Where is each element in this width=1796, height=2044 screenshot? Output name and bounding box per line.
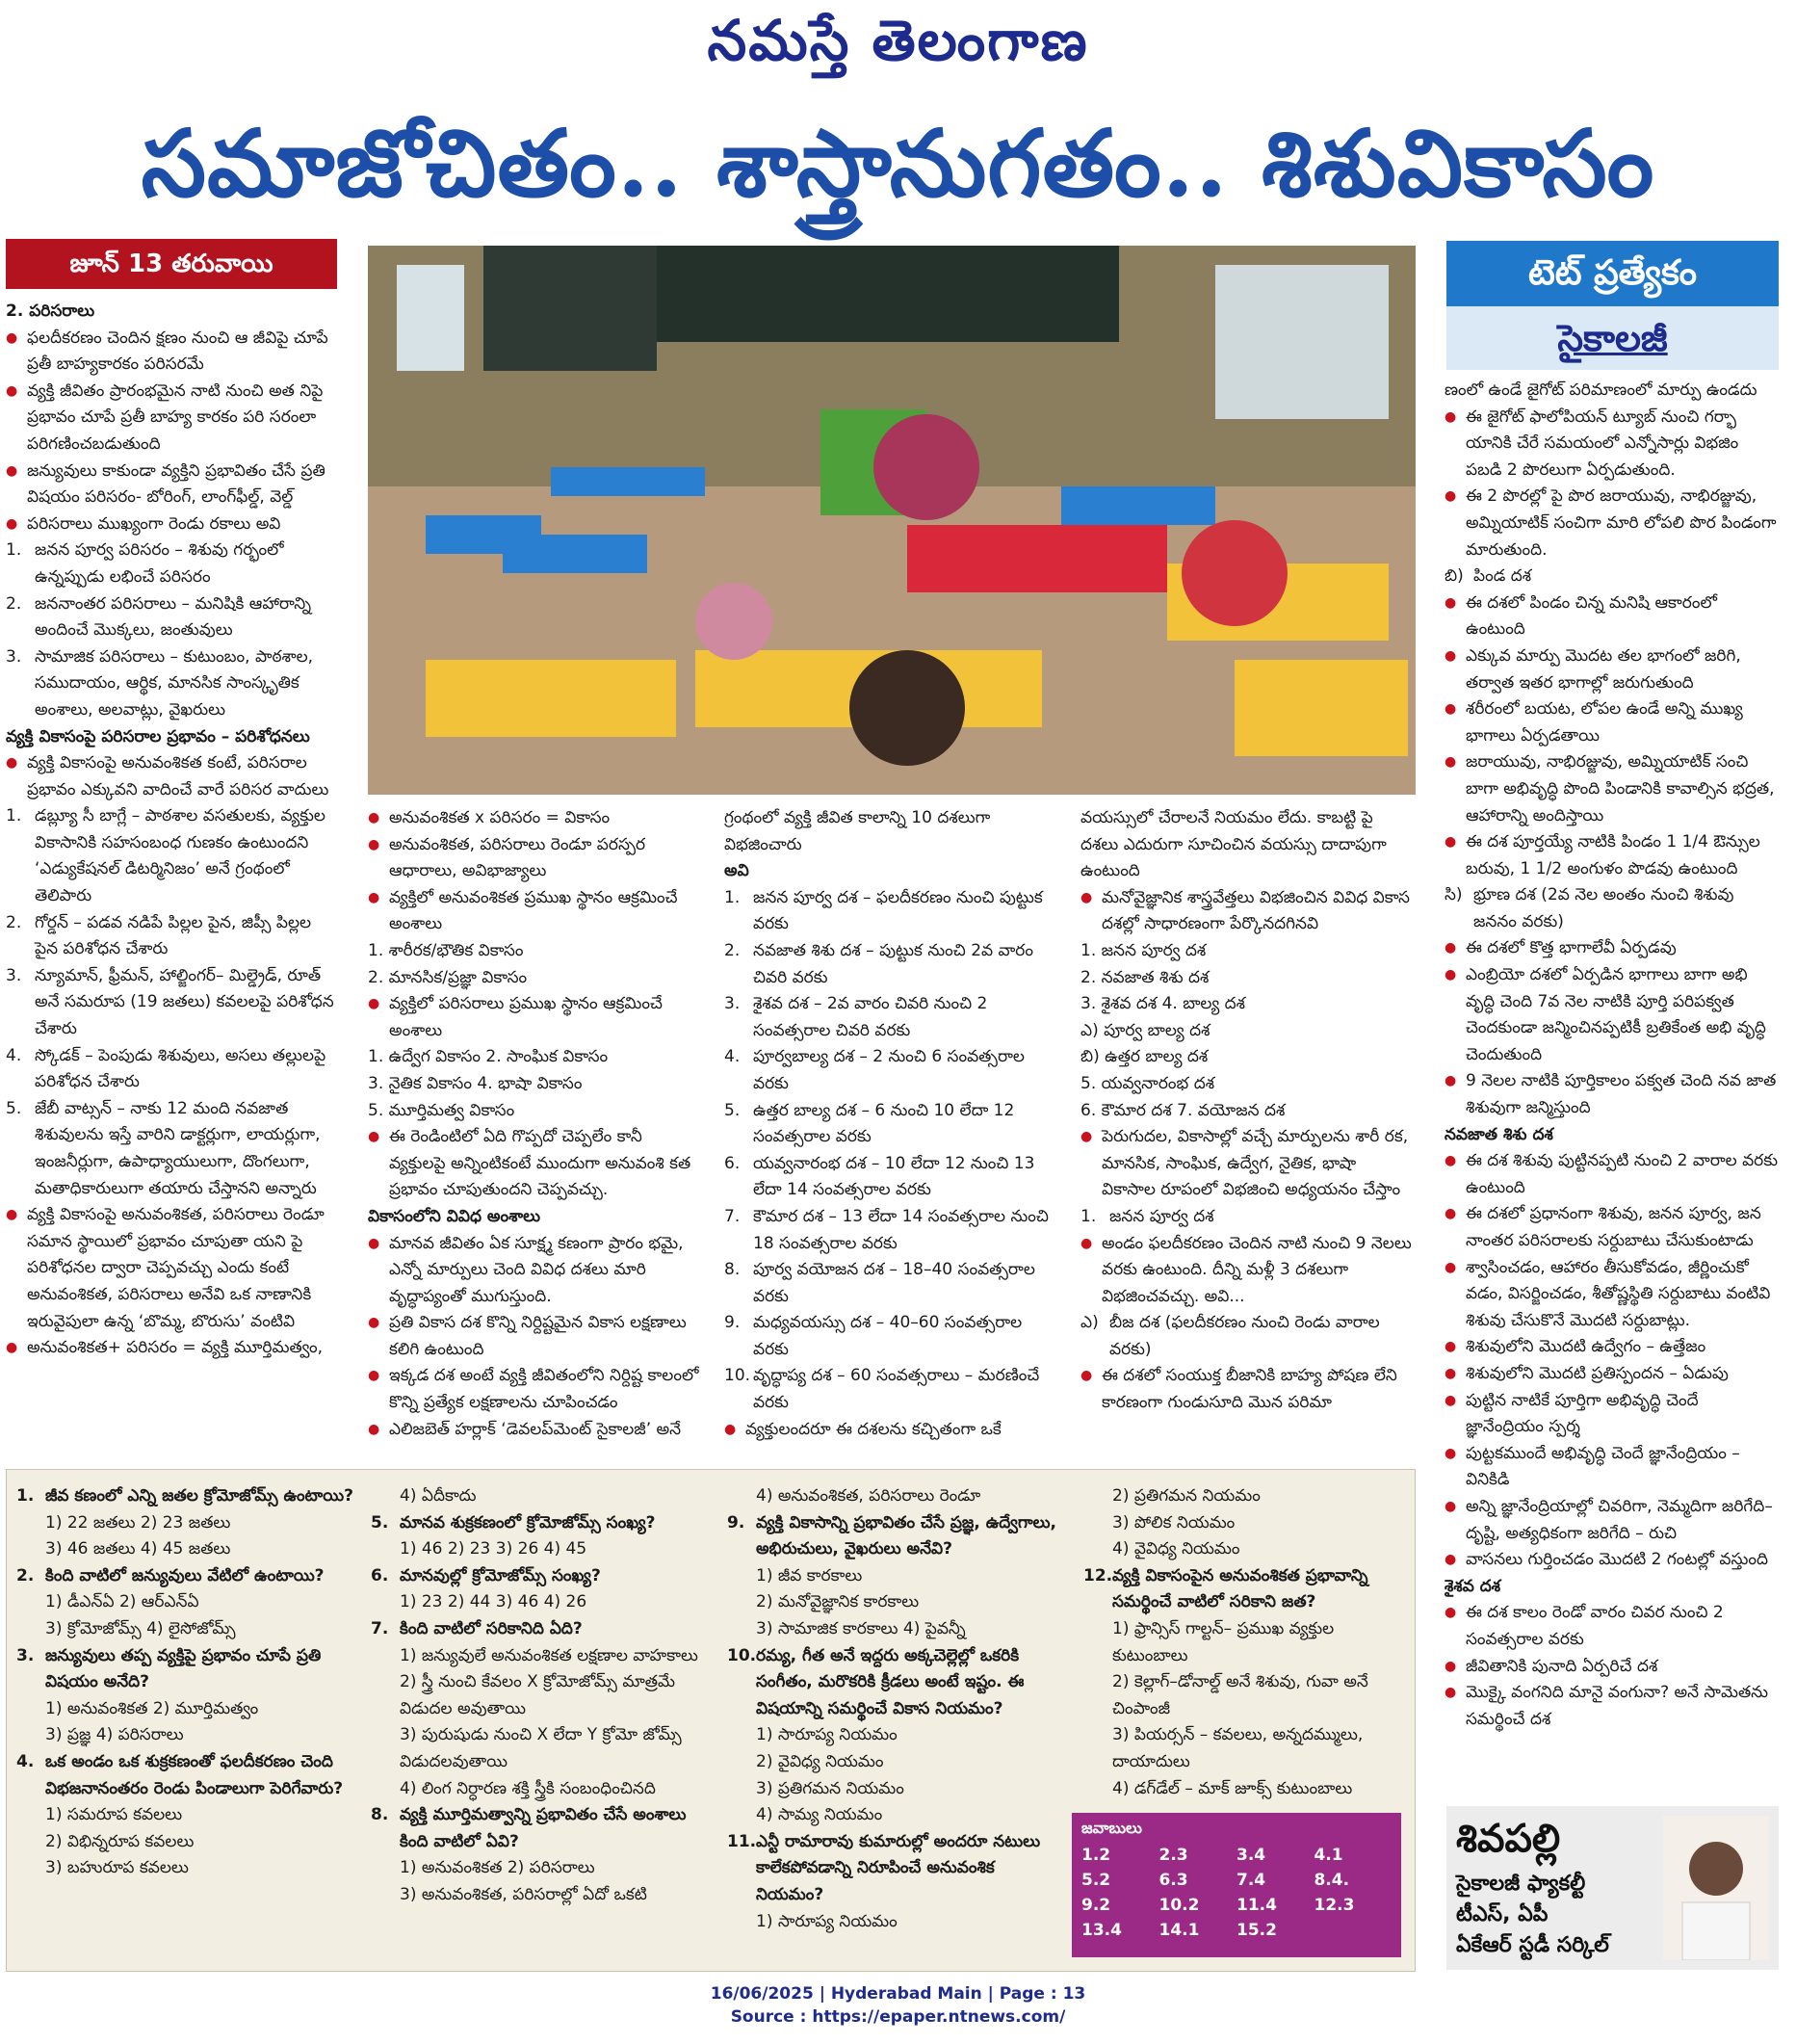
item-text: పూర్వబాల్య దశ – 2 నుంచి 6 సంవత్సరాల వరకు — [753, 1047, 1025, 1093]
bullet-item: ● జీవితానికి పునాది ఏర్పరిచే దశ — [1445, 1654, 1779, 1681]
question-text: వ్యక్తి వికాసాన్ని ప్రభావితం చేసే ప్రజ్ఞ, ఉద్వేగాలు, అభిరుచులు, వైఖరులు అనేవి? — [756, 1512, 1057, 1559]
column-1 — [6, 299, 337, 1362]
question-text: కింది వాటిలో సరికానిది ఏది? — [400, 1618, 583, 1638]
answer-item: 3.4 — [1236, 1846, 1266, 1865]
answer-item: 14.1 — [1158, 1921, 1200, 1940]
classroom-illustration — [368, 246, 1416, 795]
subheading: వికాసంలోని వివిధ అంశాలు — [368, 1206, 541, 1226]
quiz-option: 2) స్త్రీ నుంచి కేవలం X క్రోమోజోమ్స్ మాత్రమే విడుదల అవుతాయి — [400, 1672, 676, 1718]
quiz-option: 1) అనువంశికత 2) పరిసరాలు — [400, 1858, 595, 1878]
question-text: కింది వాటిలో జన్యువులు వేటిలో ఉంటాయి? — [45, 1565, 325, 1585]
quiz-option: 3) ప్రతిగమన నియమం — [756, 1778, 904, 1798]
item-number: 1. — [724, 887, 741, 907]
quiz-option: 2) వైవిధ్య నియమం — [756, 1751, 884, 1771]
quiz-option: 4) సామ్య నియమం — [756, 1805, 883, 1825]
bullet-item: ● ప్రతి వికాస దశ కొన్ని నిర్దిష్టమైన వికాస లక్షణాలు కలిగి ఉంటుంది — [368, 1310, 700, 1363]
bullet-item: ● వ్యక్తిలో అనువంశికత ప్రముఖ స్థానం ఆక్రమించే అంశాలు — [368, 885, 700, 938]
text-line: 1. శారీరక/భౌతిక వికాసం — [368, 940, 524, 960]
quiz-option: 1) సారూప్య నియమం — [756, 1911, 898, 1931]
question-text: మానవుల్లో క్రోమోజోమ్స్ సంఖ్య? — [400, 1565, 601, 1585]
item-number: 7. — [724, 1206, 741, 1226]
answer-item: 10.2 — [1158, 1896, 1200, 1915]
quiz-question — [371, 1616, 710, 1643]
text-line: ఎ) పూర్వ బాల్య దశ — [1080, 1020, 1210, 1040]
bullet-item: ● 9 నెలల నాటికి పూర్తికాలం పక్వత చెంది నవ జాత శిశువుగా జన్మిస్తుంది — [1445, 1068, 1779, 1121]
numbered-item — [1080, 1204, 1413, 1231]
column-4 — [1080, 805, 1413, 1417]
item-text: జేబీ వాట్సన్ – నాకు 12 మంది నవజాత శిశువులను ఇస్తే వారిని డాక్టర్లుగా, లాయర్లుగా, ఇంజనీర్లుగా, ఉపాధ్యాయులుగా, దొంగలుగా, మతాధికారులుగా తయారు చేస్తానని అన్నారు — [35, 1098, 321, 1198]
bullet-item: ● శరీరంలో బయట, లోపల ఉండే అన్ని ముఖ్య భాగాలు ఏర్పడతాయి — [1445, 696, 1779, 749]
item-number: సి) — [1445, 885, 1463, 905]
text-line: 5. మూర్తిమత్వ వికాసం — [368, 1100, 515, 1120]
bullet-item: ● జరాయువు, నాభిరజ్జువు, అమ్నియాటిక్ సంచి బాగా అభివృద్ధి పొంది పిండానికి కావాల్సిన భద్రత, ఆహారాన్ని అందిస్తాయి — [1445, 749, 1779, 829]
psychology-box: సైకాలజీ — [1446, 306, 1779, 370]
bullet-item: ● ఈ దశలో ప్రధానంగా శిశువు, జనన పూర్వ, జన నాంతర పరిసరాలకు సర్దుబాటు చేసుకుంటాడు — [1445, 1201, 1779, 1254]
bullet-item: ● ఈ దశ శిశువు పుట్టినప్పటి నుంచి 2 వారాల వరకు ఉంటుంది — [1445, 1148, 1779, 1201]
question-text: ఎన్టీ రామారావు కుమారుల్లో అందరూ నటులు కాలేకపోవడాన్ని నిరూపించే అనువంశిక నియమం? — [756, 1831, 1041, 1904]
item-number: ఎ) — [1080, 1313, 1099, 1333]
text-line: 2. మానసిక/ప్రజ్ఞా వికాసం — [368, 967, 528, 987]
author-photo — [1663, 1816, 1769, 1960]
item-text: జనన పూర్వ దశ – ఫలదీకరణం నుంచి పుట్టుక వరకు — [753, 887, 1043, 934]
subheading: వ్యక్తి వికాసంపై పరిసరాల ప్రభావం – పరిశోధనలు — [6, 726, 310, 747]
item-number: 5. — [6, 1098, 22, 1118]
text-line: 5. యవ్వనారంభ దశ — [1080, 1073, 1215, 1093]
quiz-option: 1) జీవ కారకాలు — [756, 1565, 863, 1585]
quiz-option: 1) సారూప్య నియమం — [756, 1725, 898, 1745]
bullet-item: ● వ్యక్తి జీవితం ప్రారంభమైన నాటి నుంచి అత నిపై ప్రభావం చూపే ప్రతీ బాహ్య కారకం పరి సరంలా పరిగణించబడుతుంది — [6, 379, 337, 459]
bullet-item: ● ఈ 2 పొరల్లో పై పొర జరాయువు, నాభిరజ్జువు, అమ్నియాటిక్ సంచిగా మారి లోపలి పొర పిండంగా మారుతుంది. — [1445, 484, 1779, 563]
question-number: 5. — [371, 1512, 389, 1533]
answer-item: 7.4 — [1236, 1871, 1266, 1890]
item-text: సామాజిక పరిసరాలు – కుటుంబం, పాఠశాల, సముదాయం, ఆర్థిక, మానసిక సాంస్కృతిక అంశాలు, అలవాట్లు, వైఖరులు — [35, 646, 314, 720]
bullet-item: ● ఈ దశ పూర్తయ్యే నాటికి పిండం 1 1/4 ఔన్సుల బరువు, 1 1/2 అంగుళం పొడవు ఉంటుంది — [1445, 829, 1779, 882]
bullet-item: ● ఫలదీకరణం చెందిన క్షణం నుంచి ఆ జీవిపై చూపే ప్రతీ బాహ్యకారకం పరిసరమే — [6, 326, 337, 379]
bullet-item: ● ఎక్కువ మార్పు మొదట తల భాగంలో జరిగి, తర్వాత ఇతర భాగాల్లో జరుగుతుంది — [1445, 643, 1779, 696]
quiz-question — [371, 1563, 710, 1590]
bullet-item: ● పుట్టకముందే అభివృద్ధి చెందే జ్ఞానేంద్రియం – వినికిడి — [1445, 1441, 1779, 1494]
bullet-item: ● ఎలిజబెత్ హర్లాక్ ‘డెవలప్‌మెంట్ సైకాలజీ’ అనే — [368, 1417, 700, 1444]
bullet-item: ● ఈ దశ కాలం రెండో వారం చివర నుంచి 2 సంవత్సరాల వరకు — [1445, 1600, 1779, 1653]
author-portrait-icon — [1663, 1816, 1769, 1960]
bullet-item: ● అనువంశికత x పరిసరం = వికాసం — [368, 805, 700, 832]
quiz-option: 4) డగ్‌డేల్ – మాక్ జూక్స్ కుటుంబాలు — [1112, 1778, 1353, 1798]
bullet-item: ● మొక్కై వంగనిది మానై వంగునా? అనే సామెతను సమర్థించే దశ — [1445, 1680, 1779, 1733]
quiz-option: 4) వైవిధ్య నియమం — [1112, 1539, 1240, 1559]
item-number: 9. — [724, 1313, 741, 1333]
quiz-option: 1) 46 2) 23 3) 26 4) 45 — [400, 1539, 587, 1559]
item-text: పిండ దశ — [1473, 566, 1532, 587]
item-text: వృద్ధాప్య దశ – 60 సంవత్సరాలు – మరణించే వరకు — [753, 1366, 1040, 1413]
bullet-item: ● ఈ దశలో కొత్త భాగాలేవీ ఏర్పడవు — [1445, 935, 1779, 962]
numbered-item — [724, 938, 1056, 991]
text-line: 6. కౌమార దశ 7. వయోజన దశ — [1080, 1100, 1286, 1120]
quiz-question — [16, 1563, 355, 1590]
bullet-item: ● మానవ జీవితం ఏక సూక్ష్మ కణంగా ప్రారం భమై, ఎన్నో మార్పులు చెంది వివిధ దశలు మారి వృద్ధాప్యంతో ముగుస్తుంది. — [368, 1231, 700, 1311]
item-text: బీజ దశ (ఫలదీకరణం నుంచి రెండు వారాల వరకు) — [1109, 1313, 1380, 1359]
author-region: టీఎస్, ఏపీ — [1456, 1902, 1549, 1926]
bullet-item: ● పుట్టిన నాటికే పూర్తిగా అభివృద్ధి చెందే జ్ఞానేంద్రియం స్పర్శ — [1445, 1388, 1779, 1441]
item-number: 1. — [6, 540, 22, 561]
question-text: వ్యక్తి మూర్తిమత్వాన్ని ప్రభావితం చేసే అంశాలు కింది వాటిలో ఏవి? — [400, 1805, 687, 1851]
text-line: 1. ఉద్వేగ వికాసం 2. సాంఘిక వికాసం — [368, 1047, 609, 1067]
question-number: 9. — [727, 1512, 745, 1533]
masthead-logo: నమస్తే తెలంగాణ — [707, 8, 1089, 73]
item-text: కౌమార దశ – 13 లేదా 14 సంవత్సరాల నుంచి 18 సంవత్సరాల వరకు — [753, 1206, 1049, 1253]
quiz-column-1 — [16, 1483, 355, 1882]
question-number: 8. — [371, 1805, 389, 1825]
quiz-option: 3) బహురూప కవలలు — [45, 1858, 189, 1878]
quiz-option: 1) జన్యువులే అనువంశికత లక్షణాల వాహకాలు — [400, 1645, 698, 1665]
question-text: జీవ కణంలో ఎన్ని జతల క్రోమోజోమ్స్ ఉంటాయి? — [45, 1486, 353, 1506]
bullet-item: ● ఎంబ్రియో దశలో ఏర్పడిన భాగాలు బాగా అభి వృద్ధి చెంది 7వ నెల నాటికి పూర్తి పరిపక్వత చెందకుండా జన్మించినప్పటికీ బ్రతికేంత అభి వృద్ధి చెందుతుంది — [1445, 962, 1779, 1068]
item-number: 6. — [724, 1153, 741, 1173]
item-text: డబ్ల్యూ సీ బాగ్లే – పాఠశాల వసతులకు, వ్యక్తుల వికాసానికి సహసంబంధ గుణకం ఉంటుందని ‘ఎడ్యుకేషనల్ డిటర్మినిజం’ అనే గ్రంథంలో తెలిపారు — [35, 806, 325, 906]
item-number: 3. — [6, 965, 22, 985]
question-number: 1. — [16, 1486, 35, 1506]
bullet-item: ● ఇక్కడ దశ అంటే వ్యక్తి జీవితంలోని నిర్దిష్ట కాలంలో కొన్ని ప్రత్యేక లక్షణాలను చూపించడం — [368, 1363, 700, 1416]
question-number: 2. — [16, 1565, 35, 1585]
classroom-photo — [368, 246, 1416, 795]
footer-source-line: Source : https://epaper.ntnews.com/ — [730, 2007, 1066, 2027]
quiz-option: 2) మనోవైజ్ఞానిక కారకాలు — [756, 1592, 920, 1612]
quiz-option: 1) సమరూప కవలలు — [45, 1805, 183, 1825]
quiz-option: 4) అనువంశికత, పరిసరాలు రెండూ — [756, 1486, 981, 1506]
item-number: 4. — [724, 1047, 741, 1067]
numbered-item — [6, 537, 337, 590]
subheading: 2. పరిసరాలు — [6, 301, 95, 321]
quiz-option: 3) అనువంశికత, పరిసరాల్లో ఏదో ఒకటి — [400, 1884, 647, 1904]
numbered-item — [6, 1043, 337, 1096]
bullet-item: ● శిశువులోని మొదటి ఉద్వేగం – ఉత్తేజం — [1445, 1334, 1779, 1361]
quiz-question — [371, 1802, 710, 1855]
question-text: ఒక అండం ఒక శుక్రకణంతో ఫలదీకరణం చెంది విభజనానంతరం రెండు పిండాలుగా పెరిగేవారు? — [45, 1751, 344, 1798]
quiz-option: 3) పురుషుడు నుంచి X లేదా Y క్రోమో జోమ్స్ విడుదలవుతాయి — [400, 1725, 682, 1771]
item-text: నవజాత శిశు దశ – పుట్టుక నుంచి 2వ వారం చివరి వరకు — [753, 940, 1034, 987]
answer-item: 13.4 — [1081, 1921, 1122, 1940]
text-line: 3. నైతిక వికాసం 4. భాషా వికాసం — [368, 1073, 583, 1093]
bullet-item: ● అనువంశికత, పరిసరాలు రెండూ పరస్పర ఆధారాలు, అవిభాజ్యాలు — [368, 832, 700, 885]
continued-banner: జూన్ 13 తరువాయి — [6, 239, 337, 289]
text-line: 3. శైశవ దశ 4. బాల్య దశ — [1080, 994, 1246, 1014]
item-number: 10. — [724, 1366, 751, 1386]
question-text: జన్యువులు తప్ప వ్యక్తిపై ప్రభావం చూపే ప్రతి విషయం అనేది? — [45, 1645, 322, 1692]
quiz-option: 3) 46 జతలు 4) 45 జతలు — [45, 1539, 231, 1559]
question-text: వ్యక్తి వికాసంపైన అనువంశికత ప్రభావాన్ని సమర్థించే వాటిలో సరికాని జత? — [1112, 1565, 1368, 1612]
quiz-option: 3) ప్రజ్ఞ 4) పరిసరాలు — [45, 1725, 184, 1745]
quiz-option: 2) ప్రతిగమన నియమం — [1112, 1486, 1261, 1506]
item-number: 2. — [724, 940, 741, 960]
text-line: ణంలో ఉండే జైగోట్ పరిమాణంలో మార్పు ఉండదు — [1445, 380, 1757, 400]
question-text: మానవ శుక్రకణంలో క్రోమోజోమ్స్ సంఖ్య? — [400, 1512, 656, 1533]
bullet-item: ● వ్యక్తి వికాసంపై అనువంశికత కంటే, పరిసరాల ప్రభావం ఎక్కువని వాదించే వారే పరిసర వాదులు — [6, 750, 337, 803]
numbered-item — [6, 963, 337, 1043]
quiz-option: 1) డీఎన్ఏ 2) ఆర్ఎన్ఏ — [45, 1592, 199, 1612]
numbered-item — [724, 885, 1056, 938]
quiz-question — [16, 1643, 355, 1696]
quiz-column-3 — [727, 1483, 1066, 1935]
item-text: ఉత్తర బాల్య దశ – 6 నుంచి 10 లేదా 12 సంవత్సరాల వరకు — [753, 1100, 1015, 1147]
answers-box — [1072, 1813, 1401, 1957]
column-5 — [1445, 378, 1779, 1733]
numbered-item — [6, 644, 337, 724]
numbered-item — [724, 1204, 1056, 1257]
bullet-item: ● వాసనలు గుర్తించడం మొదటి 2 గంటల్లో వస్తుంది — [1445, 1547, 1779, 1574]
bullet-item: ● అండం ఫలదీకరణం చెందిన నాటి నుంచి 9 నెలలు వరకు ఉంటుంది. దీన్ని మళ్లీ 3 దశలుగా విభజించవచ్చు. అవి... — [1080, 1231, 1413, 1311]
page-footer — [0, 1982, 1796, 2029]
numbered-item — [724, 1310, 1056, 1363]
answer-item: 2.3 — [1158, 1846, 1188, 1865]
quiz-question — [727, 1643, 1066, 1723]
item-number: 2. — [6, 593, 22, 614]
quiz-question — [16, 1483, 355, 1510]
subheading: అవి — [724, 861, 749, 881]
question-number: 11. — [727, 1831, 757, 1851]
bullet-item: ● వ్యక్తిలో పరిసరాలు ప్రముఖ స్థానం ఆక్రమించే అంశాలు — [368, 991, 700, 1044]
question-number: 4. — [16, 1751, 35, 1771]
item-text: న్యూమాన్, ఫ్రీమన్, హాల్జింగర్– మిల్డ్రెడ్, రూత్ అనే సమరూప (19 జతలు) కవలలపై పరిశోధన చేశారు — [35, 965, 334, 1039]
bullet-item: ● పరిసరాలు ముఖ్యంగా రెండు రకాలు అవి — [6, 511, 337, 538]
quiz-option: 1) 23 2) 44 3) 46 4) 26 — [400, 1592, 587, 1612]
quiz-option: 3) సామాజిక కారకాలు 4) పైవన్నీ — [756, 1618, 966, 1638]
quiz-question — [371, 1510, 710, 1537]
numbered-item — [6, 803, 337, 909]
answer-item: 8.4. — [1314, 1871, 1350, 1890]
bullet-item: ● వ్యక్తి వికాసంపై అనువంశికత, పరిసరాలు రెండూ సమాన స్థాయిలో ప్రభావం చూపుతా యని పై పరిశోధనల ద్వారా చెప్పవచ్చు ఎందు కంటే అనువంశికత, పరిసరాలు అనేవి ఒక నాణానికి ఇరువైపులా ఉన్న ‘బొమ్మ, బొరుసు’ వంటివి — [6, 1202, 337, 1335]
column-2 — [368, 805, 700, 1443]
question-number: 3. — [16, 1645, 35, 1665]
numbered-item — [1080, 1310, 1413, 1363]
item-text: మధ్యవయస్సు దశ – 40–60 సంవత్సరాల వరకు — [753, 1313, 1023, 1359]
numbered-item — [724, 1363, 1056, 1416]
item-text: జనన పూర్వ పరిసరం – శిశువు గర్భంలో ఉన్నప్పుడు లభించే పరిసరం — [35, 540, 284, 587]
footer-date-line: 16/06/2025 | Hyderabad Main | Page : 13 — [710, 1984, 1086, 2004]
numbered-item — [6, 910, 337, 963]
answer-item: 5.2 — [1081, 1871, 1111, 1890]
question-number: 6. — [371, 1565, 389, 1585]
bullet-item: ● మనోవైజ్ఞానిక శాస్త్రవేత్తలు విభజించిన వివిధ వికాస దశల్లో సాధారణంగా పేర్కొనదగినవి — [1080, 885, 1413, 938]
question-number: 12. — [1083, 1565, 1113, 1585]
author-institute: ఏకేఆర్ స్టడీ సర్కిల్ — [1456, 1933, 1609, 1957]
bullet-item: ● ఈ జైగోట్ ఫాలోపియన్ ట్యూబ్ నుంచి గర్భా యానికి చేరే సమయంలో ఎన్నోసార్లు విభజిం పబడి 2 పొరలుగా ఏర్పడుతుంది. — [1445, 405, 1779, 485]
subheading: శైశవ దశ — [1445, 1576, 1501, 1596]
quiz-question — [727, 1510, 1066, 1563]
text-line: గ్రంథంలో వ్యక్తి జీవిత కాలాన్ని 10 దశలుగా విభజించారు — [724, 808, 991, 854]
subheading: నవజాత శిశు దశ — [1445, 1124, 1553, 1144]
author-title: సైకాలజీ ఫ్యాకల్టీ — [1456, 1872, 1586, 1896]
numbered-item — [724, 1151, 1056, 1204]
numbered-item — [724, 991, 1056, 1044]
quiz-option: 4) లింగ నిర్ధారణ శక్తి స్త్రీకి సంబంధించినది — [400, 1778, 656, 1798]
quiz-option: 2) కెల్లాగ్–డోనాల్డ్ అనే శిశువు, గువా అనే చింపాంజీ — [1112, 1672, 1368, 1718]
quiz-question — [16, 1749, 355, 1802]
numbered-item — [724, 1098, 1056, 1151]
bullet-item: ● పెరుగుదల, వికాసాల్లో వచ్చే మార్పులను శారీ రక, మానసిక, సాంఘిక, ఉద్వేగ, నైతిక, భాషా వికాసాల రూపంలో విభజించి అధ్యయనం చేస్తాం — [1080, 1124, 1413, 1204]
item-number: 8. — [724, 1260, 741, 1280]
text-line: 2. నవజాత శిశు దశ — [1080, 967, 1210, 987]
quiz-question — [1083, 1563, 1407, 1616]
quiz-option: 3) క్రోమోజోమ్స్ 4) లైసోజోమ్స్ — [45, 1618, 236, 1638]
numbered-item — [1445, 563, 1779, 590]
bullet-item: ● వ్యక్తులందరూ ఈ దశలను కచ్చితంగా ఒకే — [724, 1417, 1056, 1444]
question-number: 7. — [371, 1618, 389, 1638]
tet-special-box: టెట్ ప్రత్యేకం — [1446, 241, 1779, 306]
column-3 — [724, 805, 1056, 1443]
item-text: జననాంతర పరిసరాలు – మనిషికి ఆహారాన్ని అందించే మొక్కలు, జంతువులు — [35, 593, 312, 641]
bullet-item: ● అన్ని జ్ఞానేంద్రియాల్లో చివరిగా, నెమ్మదిగా జరిగేది– దృష్టి, అత్యధికంగా జరిగేది – రుచి — [1445, 1494, 1779, 1547]
item-number: 4. — [6, 1045, 22, 1065]
quiz-option: 1) 22 జతలు 2) 23 జతలు — [45, 1512, 231, 1533]
item-text: యవ్వనారంభ దశ – 10 లేదా 12 నుంచి 13 లేదా 14 సంవత్సరాల వరకు — [753, 1153, 1035, 1200]
item-text: శైశవ దశ – 2వ వారం చివరి నుంచి 2 సంవత్సరాల చివరి వరకు — [753, 994, 988, 1040]
answer-item: 1.2 — [1081, 1846, 1111, 1865]
bullet-item: ● అనువంశికత+ పరిసరం = వ్యక్తి మూర్తిమత్వం, — [6, 1335, 337, 1362]
item-text: భ్రూణ దశ (2వ నెల అంతం నుంచి శిశువు జననం వరకు) — [1473, 885, 1734, 931]
item-number: బి) — [1445, 566, 1464, 587]
answer-item: 15.2 — [1236, 1921, 1277, 1940]
quiz-question — [727, 1829, 1066, 1909]
answers-grid — [1081, 1846, 1392, 1940]
item-number: 1. — [6, 806, 22, 826]
item-number: 2. — [6, 912, 22, 932]
answers-title: జవాబులు — [1081, 1819, 1142, 1837]
bullet-item: ● శిశువులోని మొదటి ప్రతిస్పందన – ఏడుపు — [1445, 1361, 1779, 1388]
question-text: రమ్య, గీత అనే ఇద్దరు అక్కచెల్లెల్లో ఒకరికి సంగీతం, మరొకరికి క్రీడలు అంటే ఇష్టం. ఈ విషయాన్ని సమర్థించే వికాస నియమం? — [756, 1645, 1025, 1718]
author-box — [1446, 1806, 1779, 1970]
answer-item: 6.3 — [1158, 1871, 1188, 1890]
bullet-item: ● ఈ రెండింటిలో ఏది గొప్పదో చెప్పలేం కానీ వ్యక్తులపై అన్నింటికంటే ముందుగా అనువంశి కత ప్రభావం చూపుతుందని చెప్పవచ్చు. — [368, 1124, 700, 1204]
numbered-item — [1445, 882, 1779, 935]
item-text: జనన పూర్వ దశ — [1109, 1206, 1214, 1226]
answer-item: 12.3 — [1314, 1896, 1355, 1915]
answer-item: 4.1 — [1314, 1846, 1343, 1865]
item-text: గోర్డన్ – పడవ నడిపే పిల్లల పైన, జిప్సీ పిల్లల పైన పరిశోధన చేశారు — [35, 912, 312, 959]
answer-item: 9.2 — [1081, 1896, 1111, 1915]
quiz-option: 2) విభిన్నరూప కవలలు — [45, 1831, 195, 1851]
bullet-item: ● ఈ దశలో పిండం చిన్న మనిషి ఆకారంలో ఉంటుంది — [1445, 590, 1779, 643]
bullet-item: ● జన్యువులు కాకుండా వ్యక్తిని ప్రభావితం చేసే ప్రతి విషయం పరిసరం- బోరింగ్, లాంగ్‌ఫీల్డ్, వెల్డ్ — [6, 459, 337, 511]
answer-item: 11.4 — [1236, 1896, 1277, 1915]
quiz-option: 4) ఏదీకాదు — [400, 1486, 477, 1506]
item-number: 5. — [724, 1100, 741, 1120]
numbered-item — [6, 591, 337, 644]
item-number: 3. — [6, 646, 22, 667]
item-text: స్కోడక్ – పెంపుడు శిశువులు, అసలు తల్లులపై పరిశోధన చేశారు — [35, 1045, 326, 1092]
text-line: బి) ఉత్తర బాల్య దశ — [1080, 1047, 1209, 1067]
bullet-item: ● ఈ దశలో సంయుక్త బీజానికి బాహ్య పోషణ లేని కారణంగా గుండుసూది మొన పరిమా — [1080, 1363, 1413, 1416]
numbered-item — [724, 1044, 1056, 1097]
page-headline: సమాజోచితం.. శాస్త్రానుగతం.. శిశువికాసం — [141, 109, 1655, 218]
text-line: వయస్సులో చేరాలనే నియమం లేదు. కాబట్టి పై దశలు ఎదురుగా సూచించిన వయస్సు దాదాపుగా ఉంటుంది — [1080, 808, 1387, 881]
quiz-option: 3) పియర్సన్ – కవలలు, అన్నదమ్ములు, దాయాదులు — [1112, 1725, 1364, 1771]
item-number: 1. — [1080, 1206, 1097, 1226]
question-number: 10. — [727, 1645, 757, 1665]
author-name: శివపల్లి — [1456, 1816, 1561, 1861]
numbered-item — [6, 1096, 337, 1202]
numbered-item — [724, 1257, 1056, 1310]
quiz-column-4 — [1083, 1483, 1407, 1802]
quiz-option: 1) అనువంశికత 2) మూర్తిమత్వం — [45, 1698, 259, 1718]
quiz-option: 3) పోలిక నియమం — [1112, 1512, 1236, 1533]
quiz-option: 1) ఫ్రాన్సిస్ గాల్టన్– ప్రముఖ వ్యక్తుల కుటుంబాలు — [1112, 1618, 1335, 1665]
item-text: పూర్వ వయోజన దశ – 18–40 సంవత్సరాల వరకు — [753, 1260, 1035, 1306]
text-line: 1. జనన పూర్వ దశ — [1080, 940, 1207, 960]
item-number: 3. — [724, 994, 741, 1014]
quiz-column-2 — [371, 1483, 710, 1909]
bullet-item: ● శ్వాసించడం, ఆహారం తీసుకోవడం, జీర్ణించుకో వడం, విసర్జించడం, శీతోష్ణస్థితి సర్దుబాటు వంటివి శిశువు చేసుకొనే మొదటి సర్దుబాట్లు. — [1445, 1255, 1779, 1335]
